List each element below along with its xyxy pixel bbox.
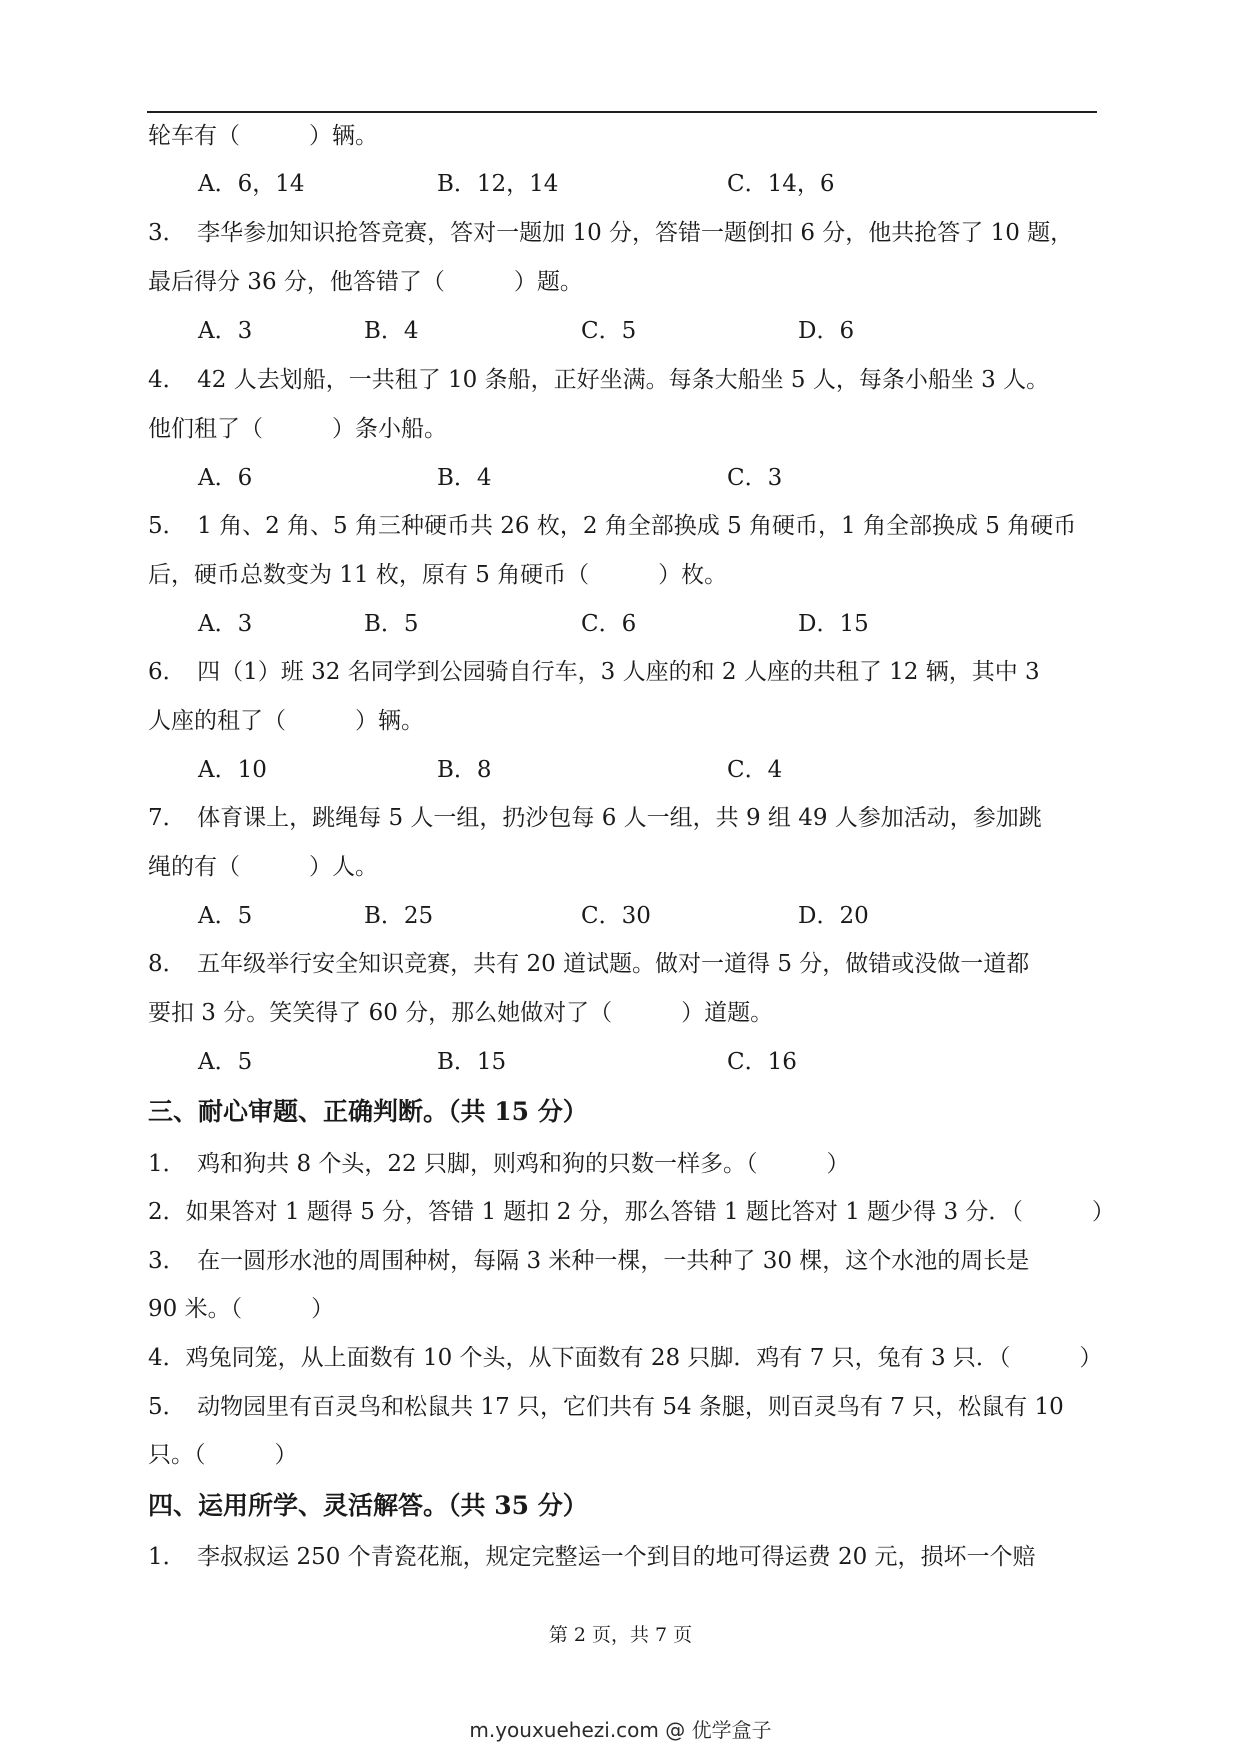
judge-5-line1: 5． 动物园里有百灵鸟和松鼠共 17 只，它们共有 54 条腿，则百灵鸟有 7 只，松鼠有 10 bbox=[148, 1394, 1064, 1420]
q3-line2: 最后得分 36 分，他答错了（ ）题。 bbox=[148, 269, 583, 295]
q6-line2: 人座的租了（ ）辆。 bbox=[148, 708, 424, 734]
judge-1: 1． 鸡和狗共 8 个头，22 只脚，则鸡和狗的只数一样多。（ ） bbox=[148, 1151, 850, 1177]
watermark: m.youxuehezi.com @ 优学盒子 bbox=[469, 1718, 772, 1742]
q7-line2: 绳的有（ ）人。 bbox=[148, 854, 378, 880]
q5-option-a: A．3 bbox=[198, 611, 253, 637]
q3-line1: 3． 李华参加知识抢答竞赛，答对一题加 10 分，答错一题倒扣 6 分，他共抢答了 10 题， bbox=[148, 220, 1074, 246]
q2-option-c: C．14，6 bbox=[727, 171, 835, 197]
q3-option-d: D．6 bbox=[798, 318, 855, 344]
q8-option-b: B．15 bbox=[437, 1049, 507, 1075]
q4-line1: 4． 42 人去划船，一共租了 10 条船，正好坐满。每条大船坐 5 人，每条小船坐 3 人。 bbox=[148, 367, 1050, 393]
judge-5-line2: 只。（ ） bbox=[148, 1442, 298, 1468]
q3-option-b: B．4 bbox=[364, 318, 419, 344]
q5-line1: 5． 1 角、2 角、5 角三种硬币共 26 枚，2 角全部换成 5 角硬币，1 角全部换成 5 角硬币 bbox=[148, 513, 1077, 539]
q2-option-a: A．6，14 bbox=[198, 171, 305, 197]
q5-line2: 后，硬币总数变为 11 枚，原有 5 角硬币（ ）枚。 bbox=[148, 562, 728, 588]
q7-option-a: A．5 bbox=[198, 903, 253, 929]
judge-3-line2: 90 米。（ ） bbox=[148, 1296, 335, 1322]
q4-option-b: B．4 bbox=[437, 465, 492, 491]
q8-option-c: C．16 bbox=[727, 1049, 797, 1075]
q5-option-b: B．5 bbox=[364, 611, 419, 637]
section4-heading: 四、运用所学、灵活解答。（共 35 分） bbox=[148, 1491, 588, 1520]
q3-option-a: A．3 bbox=[198, 318, 253, 344]
q4-option-c: C．3 bbox=[727, 465, 783, 491]
q5-option-c: C．6 bbox=[581, 611, 637, 637]
problem-1: 1． 李叔叔运 250 个青瓷花瓶，规定完整运一个到目的地可得运费 20 元，损坏一个赔 bbox=[148, 1544, 1036, 1570]
q7-option-c: C．30 bbox=[581, 903, 651, 929]
q8-line2: 要扣 3 分。笑笑得了 60 分，那么她做对了（ ）道题。 bbox=[148, 1000, 774, 1026]
q2-continuation: 轮车有（ ）辆。 bbox=[148, 123, 378, 149]
judge-3-line1: 3． 在一圆形水池的周围种树，每隔 3 米种一棵，一共种了 30 棵，这个水池的周长是 bbox=[148, 1248, 1030, 1274]
q7-option-b: B．25 bbox=[364, 903, 434, 929]
q3-option-c: C．5 bbox=[581, 318, 637, 344]
section3-heading: 三、耐心审题、正确判断。（共 15 分） bbox=[148, 1097, 588, 1126]
q8-line1: 8． 五年级举行安全知识竞赛，共有 20 道试题。做对一道得 5 分，做错或没做一道都 bbox=[148, 951, 1030, 977]
judge-2: 2．如果答对 1 题得 5 分，答错 1 题扣 2 分，那么答错 1 题比答对 1 题少得 3 分．（ ） bbox=[148, 1199, 1115, 1225]
q6-option-a: A．10 bbox=[198, 757, 267, 783]
q7-option-d: D．20 bbox=[798, 903, 869, 929]
q8-option-a: A．5 bbox=[198, 1049, 253, 1075]
q6-option-b: B．8 bbox=[437, 757, 492, 783]
q6-option-c: C．4 bbox=[727, 757, 783, 783]
q7-line1: 7． 体育课上，跳绳每 5 人一组，扔沙包每 6 人一组，共 9 组 49 人参加活动，参加跳 bbox=[148, 805, 1042, 831]
q4-option-a: A．6 bbox=[198, 465, 253, 491]
q6-line1: 6． 四（1）班 32 名同学到公园骑自行车，3 人座的和 2 人座的共租了 12 辆，其中 3 bbox=[148, 659, 1040, 685]
q5-option-d: D．15 bbox=[798, 611, 869, 637]
q2-option-b: B．12，14 bbox=[437, 171, 559, 197]
page-number: 第 2 页，共 7 页 bbox=[548, 1624, 693, 1646]
judge-4: 4．鸡兔同笼，从上面数有 10 个头，从下面数有 28 只脚．鸡有 7 只，兔有 3 只．（ ） bbox=[148, 1345, 1103, 1371]
header-rule bbox=[147, 111, 1097, 113]
q4-line2: 他们租了（ ）条小船。 bbox=[148, 416, 447, 442]
